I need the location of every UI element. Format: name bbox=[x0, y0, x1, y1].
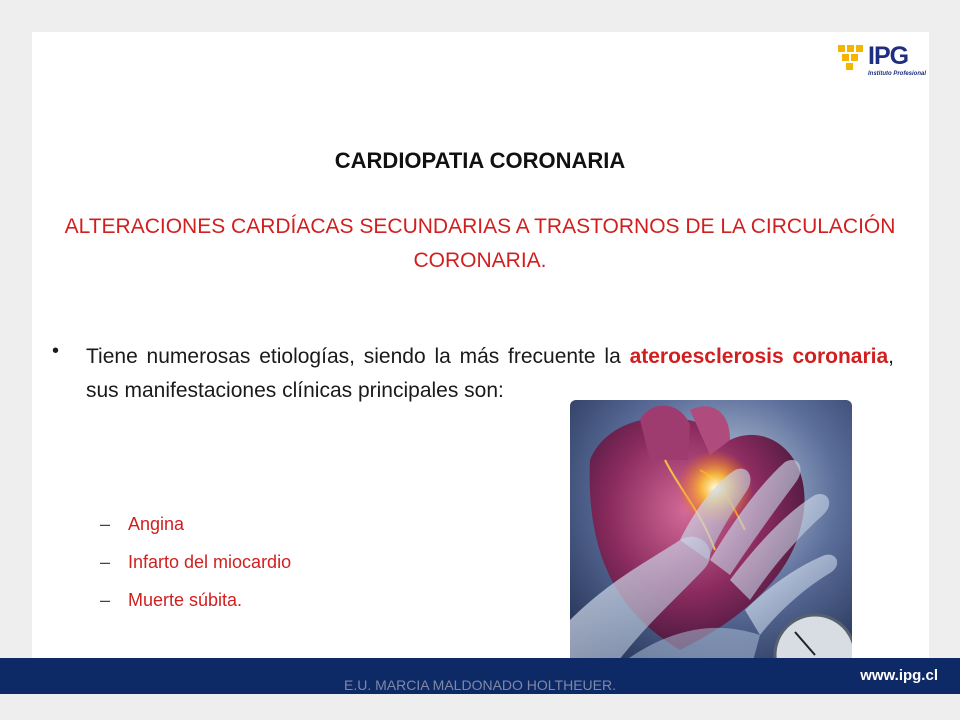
bullet-marker: • bbox=[52, 340, 60, 362]
sub-item-label: Muerte súbita. bbox=[128, 589, 243, 610]
sub-item-dash: – bbox=[100, 513, 111, 534]
sub-item-label: Infarto del miocardio bbox=[128, 551, 292, 572]
bullet-highlight: ateroesclerosis coronaria bbox=[629, 345, 889, 368]
logo-square bbox=[842, 54, 849, 61]
logo-square bbox=[838, 45, 845, 52]
sub-item bbox=[100, 543, 291, 581]
bullet-text-part1: Tiene numerosas etiologías, siendo la más frecuente la bbox=[86, 345, 630, 368]
footer-author: E.U. MARCIA MALDONADO HOLTHEUER. bbox=[343, 677, 616, 693]
slide-title: CARDIOPATIA CORONARIA bbox=[334, 148, 626, 173]
logo-wordmark: IPG bbox=[868, 42, 909, 70]
sub-item-dash: – bbox=[100, 551, 111, 572]
bullet-text-part2: , sus manifestaciones clínicas principales son: bbox=[86, 345, 894, 402]
slide-subtitle: ALTERACIONES CARDÍACAS SECUNDARIAS A TRASTORNOS DE LA CIRCULACIÓN CORONARIA. bbox=[64, 215, 896, 272]
bullet-text bbox=[86, 340, 894, 408]
ipg-logo bbox=[838, 42, 927, 85]
sub-item-dash: – bbox=[100, 589, 111, 610]
heart-hand-graphic bbox=[570, 400, 852, 672]
logo-square bbox=[856, 45, 863, 52]
logo-square bbox=[847, 45, 854, 52]
logo-square bbox=[846, 63, 853, 70]
heart-hand-illustration bbox=[570, 400, 852, 672]
logo-subtext: Instituto Profesional bbox=[868, 71, 927, 77]
sub-item bbox=[100, 505, 291, 543]
footer-url: www.ipg.cl bbox=[860, 667, 938, 684]
sub-item-label: Angina bbox=[128, 513, 185, 534]
sub-item bbox=[100, 581, 291, 619]
sub-list bbox=[100, 505, 291, 619]
logo-square bbox=[851, 54, 858, 61]
